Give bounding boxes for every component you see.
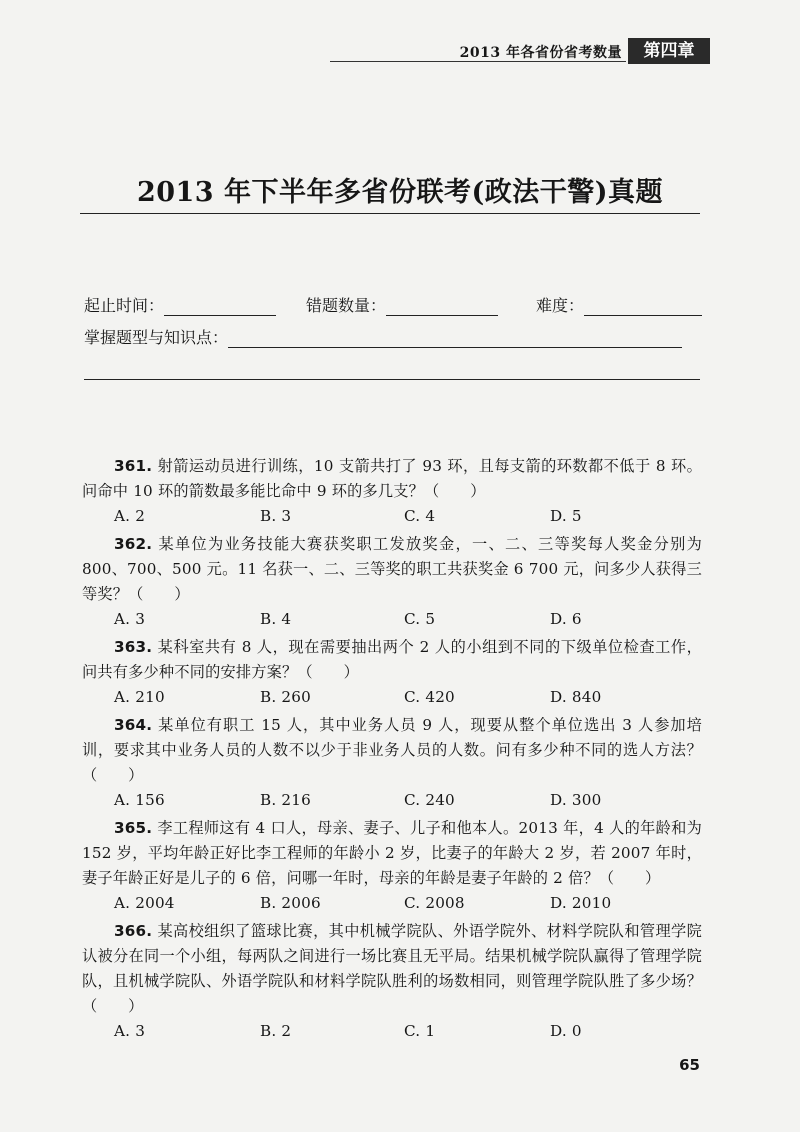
knowledge-blank[interactable] xyxy=(228,329,682,348)
knowledge-row xyxy=(84,324,682,348)
option-a[interactable]: A. 2 xyxy=(114,507,146,525)
errors-row xyxy=(306,292,498,316)
knowledge-row-2 xyxy=(84,356,700,380)
option-a[interactable]: A. 156 xyxy=(114,791,165,809)
option-b[interactable]: B. 2006 xyxy=(260,894,321,912)
page-number: 65 xyxy=(679,1056,700,1074)
errors-label: 错题数量： xyxy=(306,296,387,315)
option-d[interactable]: D. 2010 xyxy=(550,894,612,912)
question-text xyxy=(82,816,702,891)
header-rule xyxy=(330,61,626,62)
option-c[interactable]: C. 1 xyxy=(404,1022,436,1040)
option-a[interactable]: A. 210 xyxy=(114,688,165,706)
question-body: 某单位为业务技能大赛获奖职工发放奖金，一、二、三等奖每人奖金分别为 800、700、500 元。11 名获一、二、三等奖的职工共获奖金 6 700 元，问多少人获得三等奖？（ ） xyxy=(82,535,702,603)
difficulty-label: 难度： xyxy=(536,296,585,315)
question-body: 射箭运动员进行训练，10 支箭共打了 93 环，且每支箭的环数都不低于 8 环。问命中 10 环的箭数最多能比命中 9 环的多几支？（ ） xyxy=(82,457,703,500)
option-row xyxy=(82,685,702,710)
question-list xyxy=(82,454,702,1047)
chapter-badge: 第四章 xyxy=(628,38,710,64)
question-body: 某单位有职工 15 人，其中业务人员 9 人，现要从整个单位选出 3 人参加培训，要求其中业务人员的人数不以少于非业务人员的人数。问有多少种不同的选人方法？（ ） xyxy=(82,716,702,784)
option-b[interactable]: B. 4 xyxy=(260,610,292,628)
option-d[interactable]: D. 0 xyxy=(550,1022,582,1040)
option-a[interactable]: A. 3 xyxy=(114,610,146,628)
question xyxy=(82,454,702,529)
question-number: 364. xyxy=(114,716,153,734)
question xyxy=(82,713,702,813)
difficulty-blank[interactable] xyxy=(584,297,702,316)
option-c[interactable]: C. 5 xyxy=(404,610,436,628)
title-rule xyxy=(80,213,700,214)
start-time-blank[interactable] xyxy=(164,297,276,316)
option-d[interactable]: D. 6 xyxy=(550,610,582,628)
question-number: 361. xyxy=(114,457,153,475)
question-number: 365. xyxy=(114,819,153,837)
knowledge-blank-2[interactable] xyxy=(84,361,700,380)
option-row xyxy=(82,788,702,813)
option-c[interactable]: C. 4 xyxy=(404,507,436,525)
option-d[interactable]: D. 5 xyxy=(550,507,582,525)
question xyxy=(82,816,702,916)
start-time-label: 起止时间： xyxy=(84,296,165,315)
question-number: 366. xyxy=(114,922,153,940)
question-body: 某高校组织了篮球比赛，其中机械学院队、外语学院外、材料学院队和管理学院认被分在同一个小组，每两队之间进行一场比赛且无平局。结果机械学院队赢得了管理学院队，且机械学院队、外语学院队和材料学院队胜利的场数相同，则管理学院队胜了多少场？（ ） xyxy=(82,922,702,1015)
option-row xyxy=(82,504,702,529)
question-body: 某科室共有 8 人，现在需要抽出两个 2 人的小组到不同的下级单位检查工作，问共有多少种不同的安排方案？（ ） xyxy=(82,638,702,681)
question-text xyxy=(82,635,702,685)
option-row xyxy=(82,891,702,916)
errors-blank[interactable] xyxy=(386,297,498,316)
option-b[interactable]: B. 3 xyxy=(260,507,292,525)
difficulty-row xyxy=(536,292,702,316)
question-text xyxy=(82,919,702,1019)
option-a[interactable]: A. 2004 xyxy=(114,894,175,912)
question-number: 362. xyxy=(114,535,153,553)
question-text xyxy=(82,532,702,607)
page-title: 2013 年下半年多省份联考(政法干警)真题 xyxy=(136,177,664,208)
option-a[interactable]: A. 3 xyxy=(114,1022,146,1040)
option-row xyxy=(82,1019,702,1044)
running-header xyxy=(330,38,710,64)
option-b[interactable]: B. 260 xyxy=(260,688,312,706)
option-c[interactable]: C. 240 xyxy=(404,791,455,809)
knowledge-label: 掌握题型与知识点： xyxy=(84,328,229,347)
question xyxy=(82,532,702,632)
running-title: 2013 年各省份省考数量 xyxy=(459,45,622,61)
start-time-row xyxy=(84,292,276,316)
question-body: 李工程师这有 4 口人，母亲、妻子、儿子和他本人。2013 年，4 人的年龄和为 152 岁，平均年龄正好比李工程师的年龄小 2 岁，比妻子的年龄大 2 岁，若 2007 年时，妻子年龄正好是儿子的 6 倍，问哪一年时，母亲的年龄是妻子年龄的 2 倍？（ ） xyxy=(82,819,702,887)
option-d[interactable]: D. 840 xyxy=(550,688,602,706)
question xyxy=(82,919,702,1044)
option-b[interactable]: B. 2 xyxy=(260,1022,292,1040)
option-d[interactable]: D. 300 xyxy=(550,791,602,809)
option-c[interactable]: C. 2008 xyxy=(404,894,465,912)
option-c[interactable]: C. 420 xyxy=(404,688,455,706)
question-text xyxy=(82,454,702,504)
option-b[interactable]: B. 216 xyxy=(260,791,312,809)
question-text xyxy=(82,713,702,788)
question-number: 363. xyxy=(114,638,153,656)
question xyxy=(82,635,702,710)
option-row xyxy=(82,607,702,632)
